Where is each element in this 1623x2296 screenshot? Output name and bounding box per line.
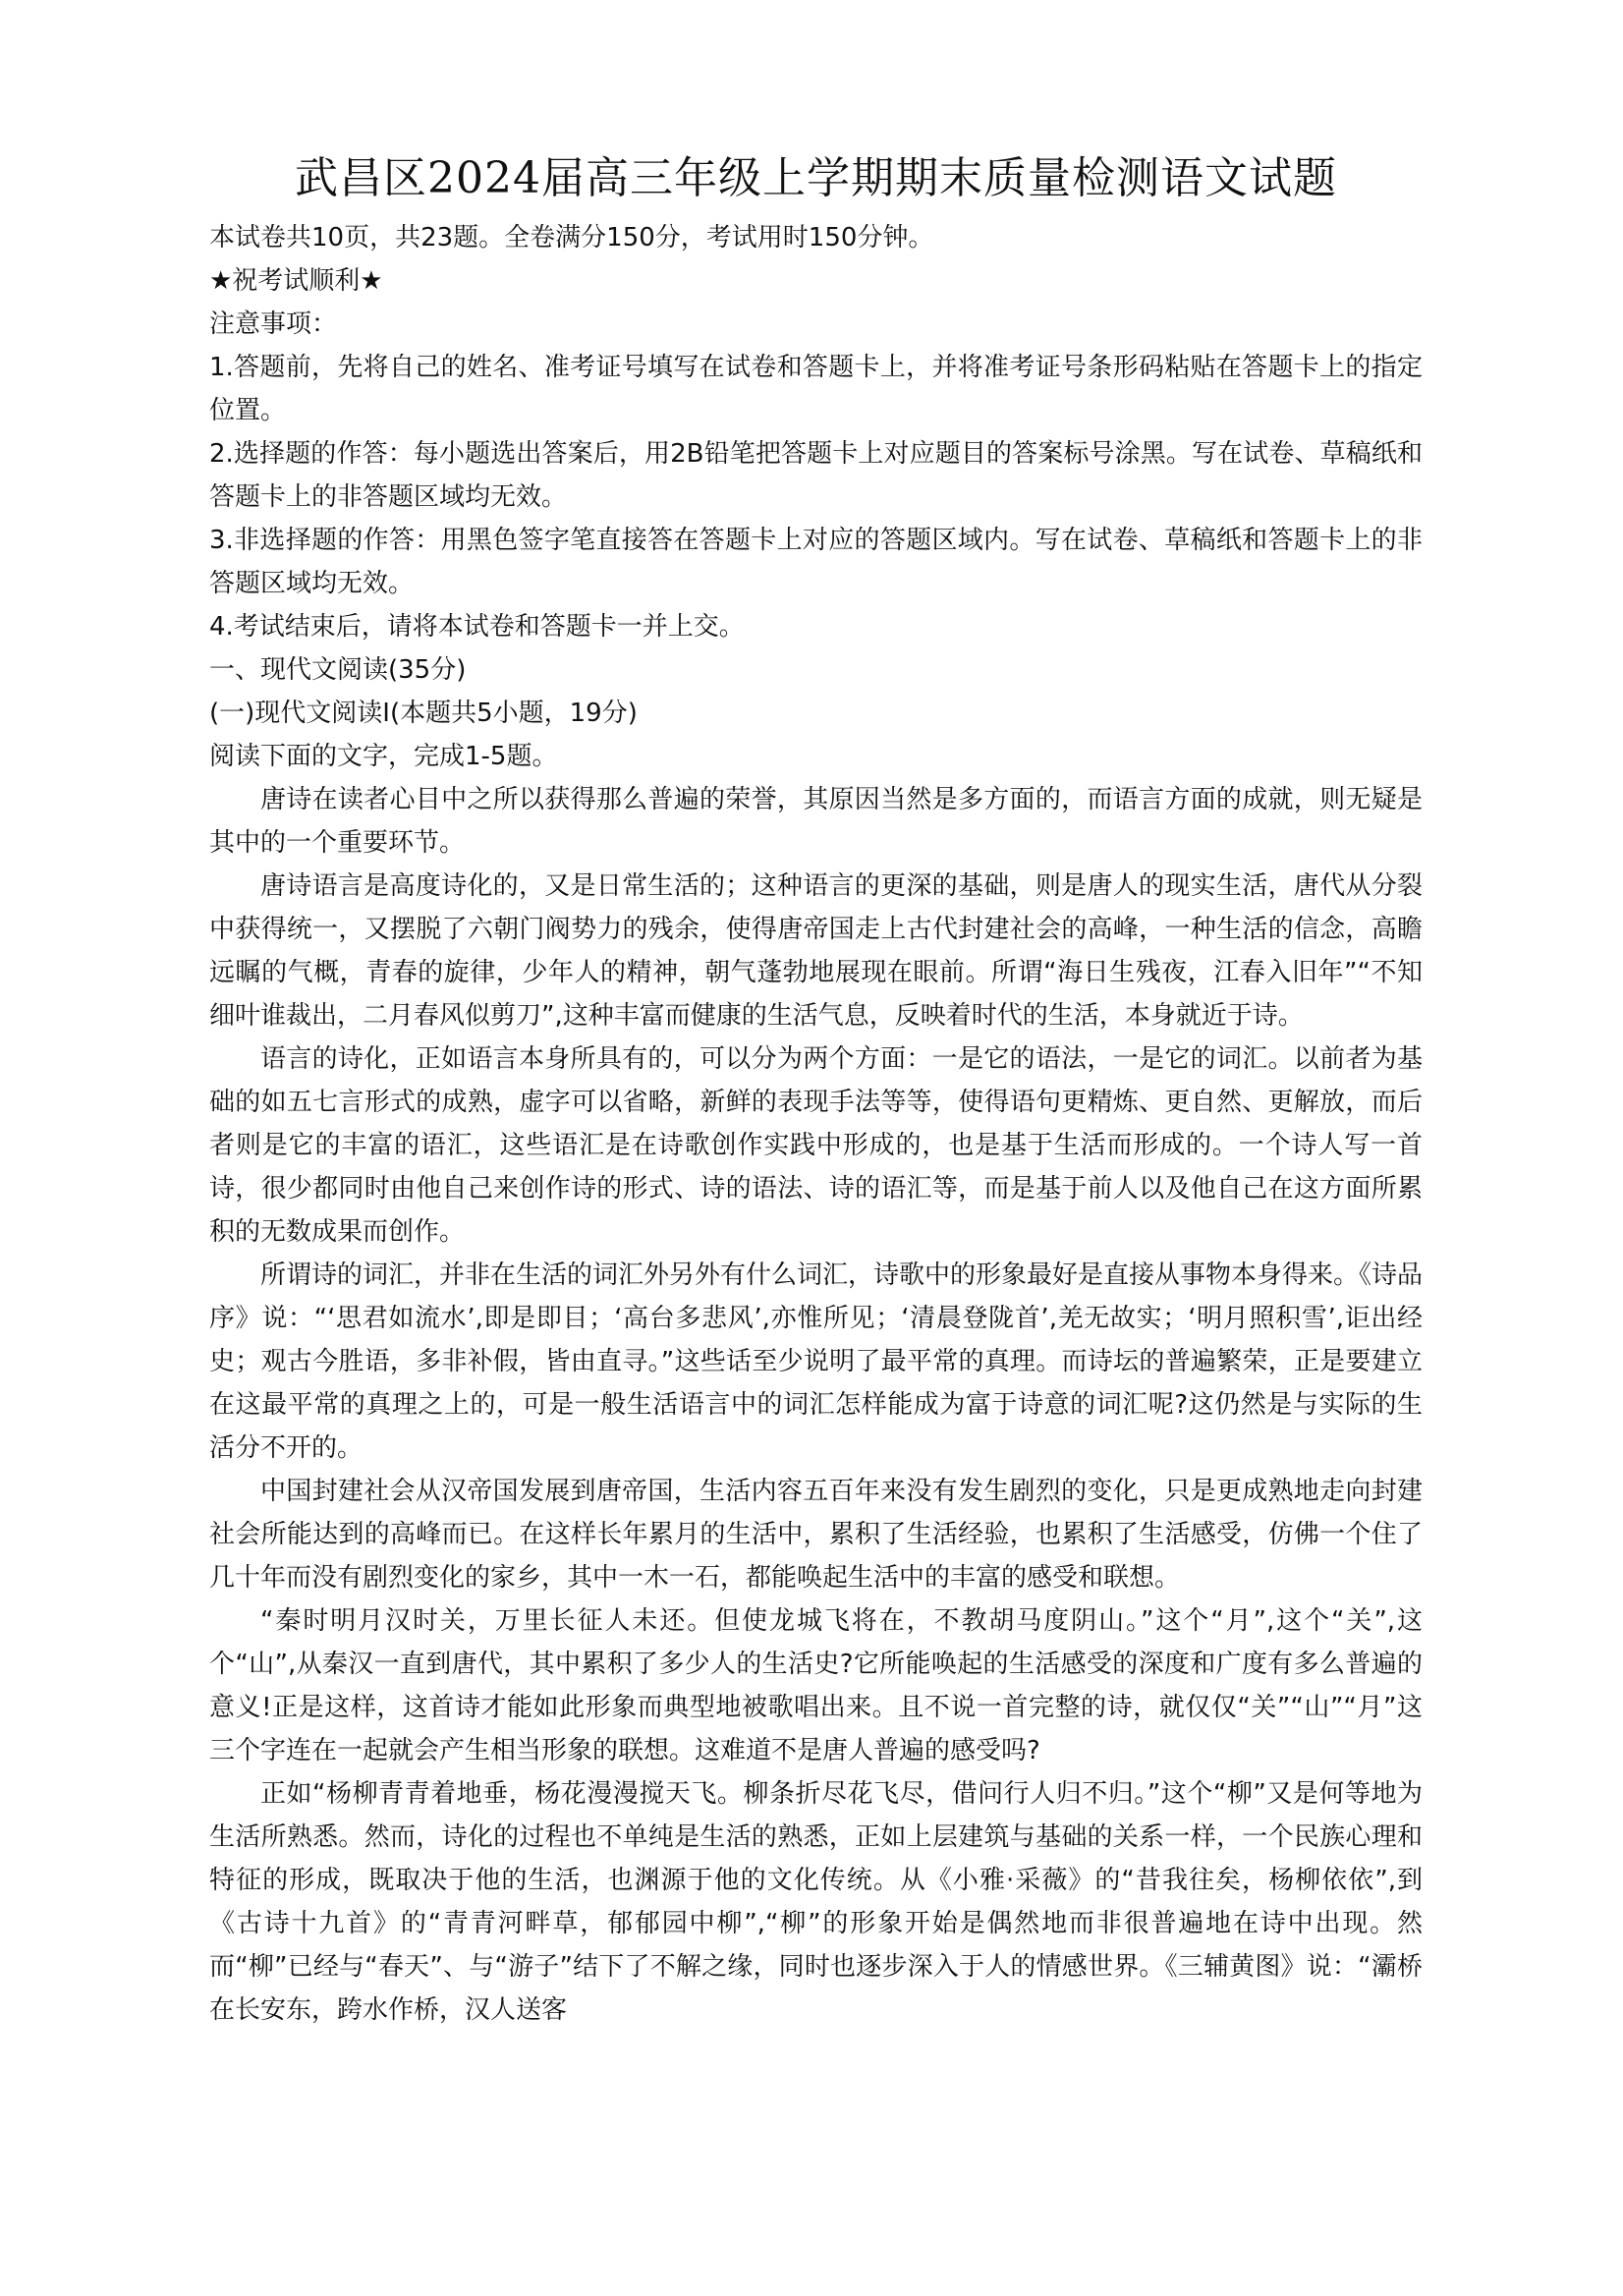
passage-paragraph-2: 唐诗语言是高度诗化的，又是日常生活的；这种语言的更深的基础，则是唐人的现实生活，唐代从分裂中获得统一，又摆脱了六朝门阀势力的残余，使得唐帝国走上古代封建社会的高峰，一种生活的信念，高瞻远瞩的气概，青春的旋律，少年人的精神，朝气蓬勃地展现在眼前。所谓“海日生残夜，江春入旧年”“不知细叶谁裁出，二月春风似剪刀”,这种丰富而健康的生活气息，反映着时代的生活，本身就近于诗。 [209, 871, 1423, 1031]
passage-paragraph-6: “秦时明月汉时关，万里长征人未还。但使龙城飞将在，不教胡马度阴山。”这个“月”,这个“关”,这个“山”,从秦汉一直到唐代，其中累积了多少人的生活史?它所能唤起的生活感受的深度和广度有多么普遍的意义!正是这样，这首诗才能如此形象而典型地被歌唱出来。且不说一首完整的诗，就仅仅“关”“山”“月”这三个字连在一起就会产生相当形象的联想。这难道不是唐人普遍的感受吗? [209, 1606, 1423, 1765]
passage-paragraph-5: 中国封建社会从汉帝国发展到唐帝国，生活内容五百年来没有发生剧烈的变化，只是更成熟地走向封建社会所能达到的高峰而已。在这样长年累月的生活中，累积了生活经验，也累积了生活感受，仿佛一个住了几十年而没有剧烈变化的家乡，其中一木一石，都能唤起生活中的丰富的感受和联想。 [209, 1477, 1423, 1593]
reading-instruction: 阅读下面的文字，完成1-5题。 [209, 742, 558, 771]
exam-summary: 本试卷共10页，共23题。全卷满分150分，考试用时150分钟。 [209, 223, 934, 252]
section-heading: 一、现代文阅读(35分) [209, 655, 467, 685]
passage-paragraph-4: 所谓诗的词汇，并非在生活的词汇外另外有什么词汇，诗歌中的形象最好是直接从事物本身得来。《诗品序》说：“‘思君如流水’,即是即目；‘高台多悲风’,亦惟所见；‘清晨登陇首’,羌无故实；‘明月照积雪’,讵出经史；观古今胜语，多非补假，皆由直寻。”这些话至少说明了最平常的真理。而诗坛的普遍繁荣，正是要建立在这最平常的真理之上的，可是一般生活语言中的词汇怎样能成为富于诗意的词汇呢?这仍然是与实际的生活分不开的。 [209, 1260, 1424, 1463]
passage-paragraph-3: 语言的诗化，正如语言本身所具有的，可以分为两个方面：一是它的语法，一是它的词汇。以前者为基础的如五七言形式的成熟，虚字可以省略，新鲜的表现手法等等，使得语句更精炼、更自然、更解放，而后者则是它的丰富的语汇，这些语汇是在诗歌创作实践中形成的，也是基于生活而形成的。一个诗人写一首诗，很少都同时由他自己来创作诗的形式、诗的语法、诗的语汇等，而是基于前人以及他自己在这方面所累积的无数成果而创作。 [209, 1044, 1423, 1247]
exam-title: 武昌区2024届高三年级上学期期末质量检测语文试题 [295, 153, 1337, 203]
notice-item-4: 4.考试结束后，请将本试卷和答题卡一并上交。 [209, 612, 745, 642]
notice-item-1: 1.答题前，先将自己的姓名、准考证号填写在试卷和答题卡上，并将准考证号条形码粘贴在答题卡上的指定位置。 [209, 353, 1423, 425]
blessing-line: ★祝考试顺利★ [209, 266, 383, 296]
notice-item-2: 2.选择题的作答：每小题选出答案后，用2B铅笔把答题卡上对应题目的答案标号涂黑。写在试卷、草稿纸和答题卡上的非答题区域均无效。 [209, 439, 1423, 512]
section-subheading: (一)现代文阅读I(本题共5小题，19分) [209, 699, 638, 728]
notice-heading: 注意事项： [209, 309, 338, 339]
passage-paragraph-1: 唐诗在读者心目中之所以获得那么普遍的荣誉，其原因当然是多方面的，而语言方面的成就，则无疑是其中的一个重要环节。 [209, 785, 1423, 858]
notice-item-3: 3.非选择题的作答：用黑色签字笔直接答在答题卡上对应的答题区域内。写在试卷、草稿纸和答题卡上的非答题区域均无效。 [209, 526, 1423, 598]
passage-paragraph-7: 正如“杨柳青青着地垂，杨花漫漫搅天飞。柳条折尽花飞尽，借问行人归不归。”这个“柳”又是何等地为生活所熟悉。然而，诗化的过程也不单纯是生活的熟悉，正如上层建筑与基础的关系一样，一个民族心理和特征的形成，既取决于他的生活，也渊源于他的文化传统。从《小雅·采薇》的“昔我往矣，杨柳依依”,到《古诗十九首》的“青青河畔草，郁郁园中柳”,“柳”的形象开始是偶然地而非很普遍地在诗中出现。然而“柳”已经与“春天”、与“游子”结下了不解之缘，同时也逐步深入于人的情感世界。《三辅黄图》说：“灞桥在长安东，跨水作桥，汉人送客 [209, 1779, 1423, 2025]
exam-page [209, 147, 1423, 2032]
